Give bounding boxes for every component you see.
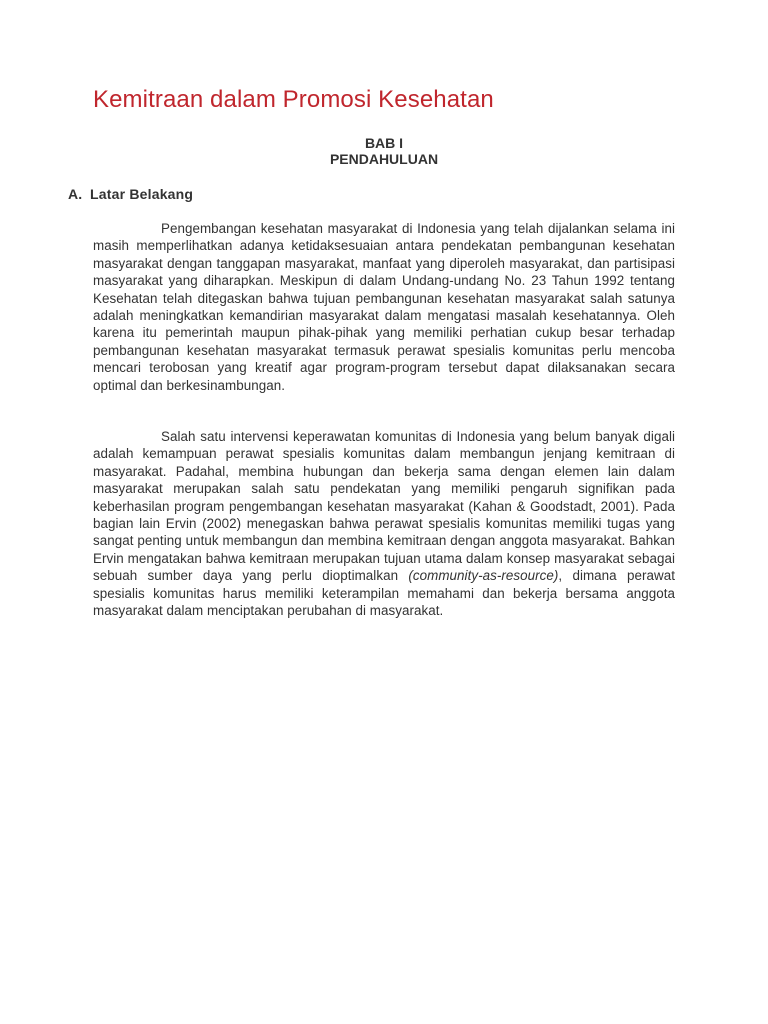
paragraph-2-text-before: Salah satu intervensi keperawatan komunitas di Indonesia yang belum banyak digali adalah kemampuan perawat spesialis komunitas dalam membangun jenjang kemitraan di masyarakat. Padahal, membina hubungan dan bekerja sama dengan elemen lain dalam masyarakat merupakan salah satu pendekatan yang memiliki pengaruh signifikan pada keberhasilan program pengembangan kesehatan masyarakat (Kahan & Goodstadt, 2001). Pada bagian lain Ervin (2002) menegaskan bahwa perawat spesialis komunitas memiliki tugas yang sangat penting untuk membangun dan membina kemitraan dengan anggota masyarakat. Bahkan Ervin mengatakan bahwa kemitraan merupakan tujuan utama dalam konsep masyarakat sebagai sebuah sumber daya yang perlu dioptimalkan (93, 429, 675, 584)
section-number: A. (68, 186, 83, 202)
paragraph-2-text-after: , dimana perawat spesialis komunitas harus memiliki keterampilan memahami dan bekerja bersama anggota masyarakat dalam menciptakan perubahan di masyarakat. (93, 568, 675, 619)
section-heading (68, 186, 193, 202)
document-title: Kemitraan dalam Promosi Kesehatan (93, 86, 494, 113)
body-paragraph-1: Pengembangan kesehatan masyarakat di Indonesia yang telah dijalankan selama ini masih memperlihatkan adanya ketidaksesuaian antara pendekatan pembangunan kesehatan masyarakat dengan tanggapan masyarakat, manfaat yang diperoleh masyarakat, dan partisipasi masyarakat yang diharapkan. Meskipun di dalam Undang-undang No. 23 Tahun 1992 tentang Kesehatan telah ditegaskan bahwa tujuan pembangunan kesehatan masyarakat salah satunya adalah meningkatkan kemandirian masyarakat dalam mengatasi masalah kesehatannya. Oleh karena itu pemerintah maupun pihak-pihak yang memiliki perhatian cukup besar terhadap pembangunan kesehatan masyarakat termasuk perawat spesialis komunitas perlu mencoba mencari terobosan yang kreatif agar program-program tersebut dapat dilaksanakan secara optimal dan berkesinambungan. (93, 221, 675, 393)
section-title: Latar Belakang (90, 186, 194, 202)
body-paragraph-2 (93, 428, 675, 619)
paragraph-2-italic-term: (community-as-resource) (408, 568, 559, 584)
chapter-number: BAB I (364, 135, 404, 151)
chapter-title: PENDAHULUAN (329, 151, 439, 167)
